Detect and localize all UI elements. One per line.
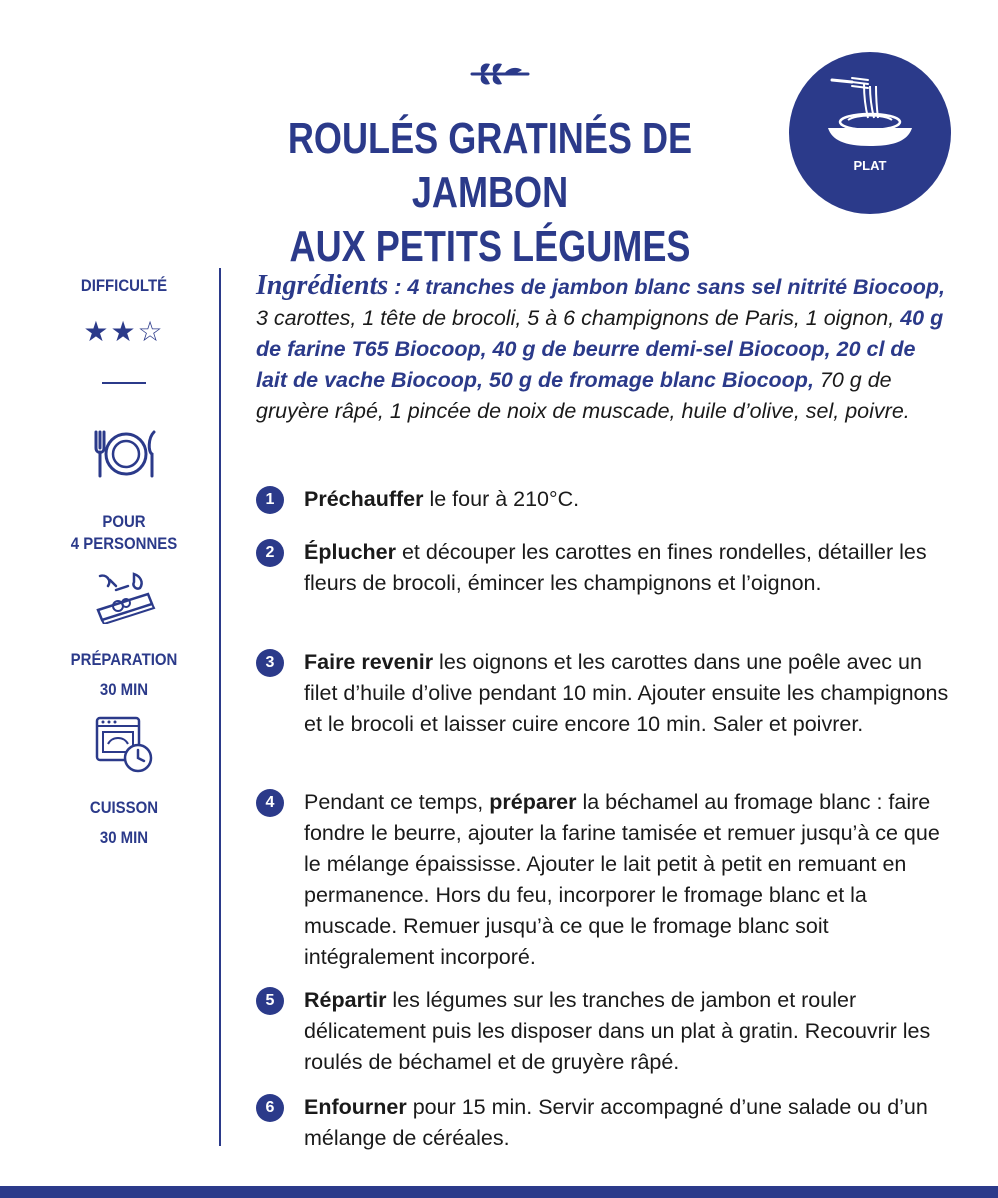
course-label: PLAT	[853, 158, 887, 173]
title-line-2: AUX PETITS LÉGUMES	[289, 222, 691, 271]
step-body: et découper les carottes en fines rondelles, détailler les fleurs de brocoli, émincer les champignons et l’oignon.	[304, 540, 927, 595]
spaghetti-plate-icon	[822, 70, 918, 154]
step-number: 2	[256, 539, 284, 567]
step-text	[304, 985, 954, 1078]
step-action: Faire revenir	[304, 650, 434, 674]
step-text	[304, 1092, 954, 1154]
ingredients-label: Ingrédients	[256, 270, 389, 301]
step-text	[304, 537, 954, 599]
step-number: 1	[256, 486, 284, 514]
ingredients-paragraph	[256, 270, 946, 427]
step-text	[304, 647, 954, 740]
title-line-1: ROULÉS GRATINÉS DE JAMBON	[287, 114, 693, 217]
servings-line-2: 4 PERSONNES	[70, 534, 178, 553]
ingredients-plain-2: 70 g de gruyère râpé, 1 pincée de noix de muscade, huile d’olive, sel, poivre.	[256, 368, 910, 423]
oven-timer-icon	[94, 714, 156, 776]
ingredients-plain-1: 3 carottes, 1 tête de brocoli, 5 à 6 champignons de Paris, 1 oignon,	[256, 306, 901, 330]
step-action: Préchauffer	[304, 487, 424, 511]
step-body: pour 15 min. Servir accompagné d’une salade ou d’un mélange de céréales.	[304, 1095, 928, 1150]
step-number: 6	[256, 1094, 284, 1122]
step-action: Éplucher	[304, 540, 396, 564]
step-action: Répartir	[304, 988, 387, 1012]
step-number: 5	[256, 987, 284, 1015]
step-number: 3	[256, 649, 284, 677]
ingredients-highlight-2: 40 g de farine T65 Biocoop, 40 g de beurre demi-sel Biocoop, 20 cl de lait de vache Biocoop, 50 g de fromage blanc Biocoop,	[256, 306, 944, 392]
prep-time-value: 30 MIN	[99, 680, 149, 699]
step-body: les oignons et les carottes dans une poêle avec un filet d’huile d’olive pendant 10 min. Ajouter ensuite les champignons et le brocoli et laisser cuire encore 10 min. Saler et poivrer.	[304, 650, 949, 736]
servings-line-1: POUR	[102, 512, 146, 531]
step-text	[304, 787, 954, 973]
step-intro: Pendant ce temps,	[304, 790, 490, 814]
course-badge	[789, 52, 951, 214]
step-body: les légumes sur les tranches de jambon et rouler délicatement puis les disposer dans un plat à gratin. Recouvrir les roulés de béchamel et de gruyère râpé.	[304, 988, 931, 1074]
step-text	[304, 484, 954, 515]
difficulty-label: DIFFICULTÉ	[80, 276, 168, 295]
prep-time-label: PRÉPARATION	[70, 650, 178, 669]
step-body: la béchamel au fromage blanc : faire fondre le beurre, ajouter la farine tamisée et remuer jusqu’à ce que le mélange épaississe. Ajouter le lait petit à petit en remuant en permanence. Hors du feu, incorporer le fromage blanc et la muscade. Remuer jusqu’à ce que le fromage blanc soit intégralement incorporé.	[304, 790, 940, 969]
difficulty-stars: ★★☆	[83, 315, 165, 348]
ingredients-separator: :	[388, 275, 408, 299]
plate-cutlery-icon	[90, 428, 162, 480]
footer-bar	[0, 1186, 998, 1198]
cook-time-label: CUISSON	[89, 798, 159, 817]
wheat-sprig-icon	[468, 58, 532, 88]
sidebar-divider	[102, 382, 146, 384]
cook-time-value: 30 MIN	[99, 828, 149, 847]
step-action: Enfourner	[304, 1095, 407, 1119]
step-action: préparer	[489, 790, 577, 814]
ingredients-highlight-1: 4 tranches de jambon blanc sans sel nitrité Biocoop,	[407, 275, 945, 299]
chopping-board-icon	[94, 570, 156, 624]
recipe-title	[211, 112, 769, 274]
step-body: le four à 210°C.	[423, 487, 580, 511]
step-number: 4	[256, 789, 284, 817]
column-divider	[219, 268, 221, 1146]
